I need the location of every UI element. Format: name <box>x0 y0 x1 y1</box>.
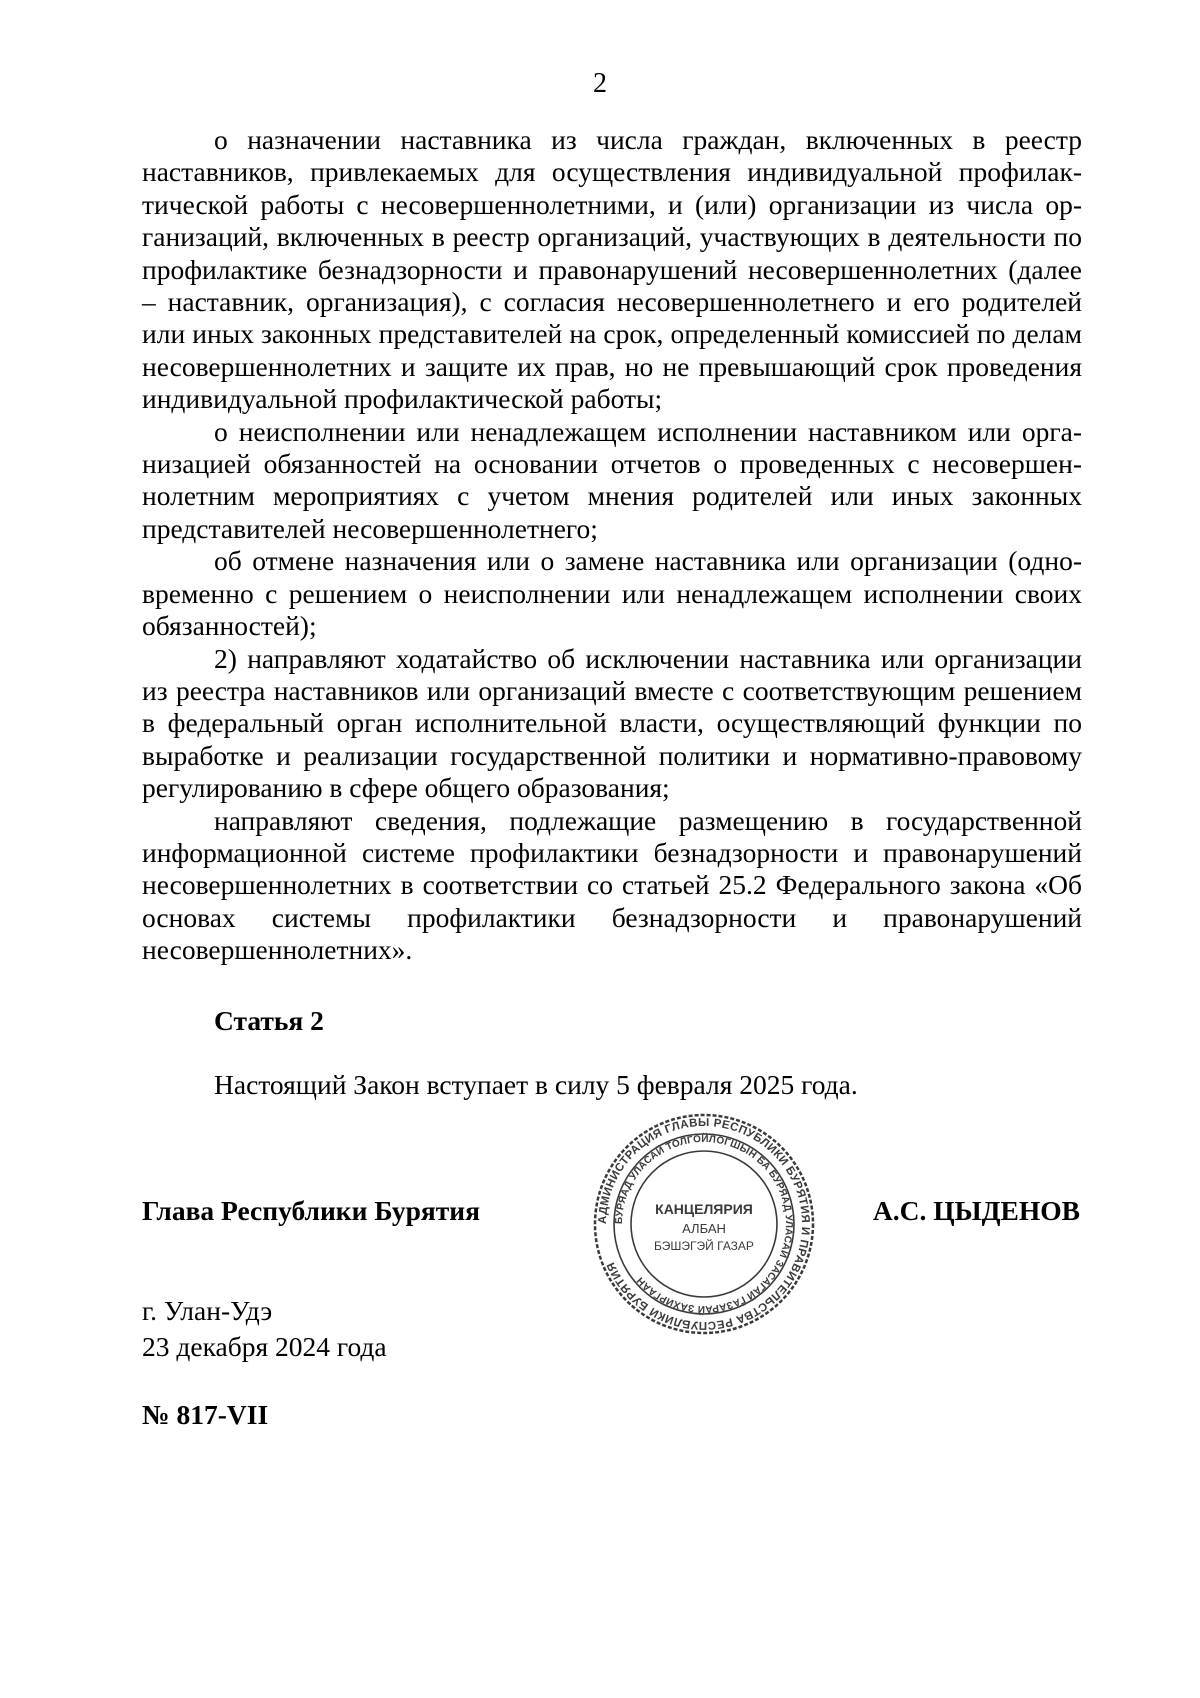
signing-place: г. Улан-Удэ <box>142 1295 273 1326</box>
paragraph-nonfulfillment: о неисполнении или ненадлежащем исполнении наставником или организацией обязанностей на основании отчетов о проведенных с несовершеннолетним мероприятиях с учетом мнения родителей или иных законных представителей несовершеннолетнего; <box>142 415 1082 544</box>
article-2-text: Настоящий Закон вступает в силу 5 февраля 2025 года. <box>214 1069 858 1100</box>
stamp-center-line-1: КАНЦЕЛЯРИЯ <box>655 1201 753 1217</box>
paragraph-appointment: о назначении наставника из числа граждан, включенных в реестр наставников, привлекаемых для осуществления индивидуальной профилактической работы с несовершеннолетними, и (или) организации из числа организаций, включенных в реестр организаций, участвующих в деятельности по профилактике безнадзорности и правонарушений несовершеннолетних (далее – наставник, организация), с согласия несовершеннолетнего и его родителей или иных законных представителей на срок, определенный комиссией по делам несовершеннолетних и защите их прав, но не превышающий срок проведения индивидуальной профилактической работы; <box>142 124 1082 415</box>
official-stamp <box>592 1112 816 1336</box>
stamp-center-line-2: АЛБАН <box>682 1221 726 1236</box>
stamp-outer-text-path: АДМИНИСТРАЦИЯ ГЛАВЫ РЕСПУБЛИКИ БУРЯТИЯ И ПРАВИТЕЛЬСТВА РЕСПУБЛИКИ БУРЯТИЯ <box>596 1116 812 1332</box>
signer-name: А.С. ЦЫДЕНОВ <box>872 1195 1080 1226</box>
article-2-heading: Статья 2 <box>214 1005 324 1036</box>
paragraph-information: направляют сведения, подлежащие размещению в государственной информационной системе профилактики безнадзорности и правонарушений несовершеннолетних в соответствии со статьей 25.2 Федерального закона «Об основах системы профилактики безнадзорности и правонарушений несовершеннолетних». <box>142 804 1082 966</box>
paragraph-petition: 2) направляют ходатайство об исключении наставника или организации из реестра наставников или организаций вместе с соответствующим решением в федеральный орган исполнительной власти, осуществляющий функции по выработке и реализации государственной политики и нормативно-правовому регулированию в сфере общего образования; <box>142 642 1082 804</box>
stamp-inner-text-path: БУРЯАД УЛАСАЙ ТОЛГОЙЛОГШЫН БА БУРЯАД УЛАСАЙ ЗАСАГАЙ ГАЗАРАЙ ЗАХИРГААН <box>613 1133 795 1315</box>
signer-title: Глава Республики Бурятия <box>142 1195 481 1226</box>
article-1-continuation <box>142 124 1082 967</box>
stamp-center-line-3: БЭШЭГЭЙ ГАЗАР <box>654 1239 754 1253</box>
law-number: № 817-VII <box>142 1399 269 1430</box>
page-number: 2 <box>593 68 607 99</box>
signing-date: 23 декабря 2024 года <box>142 1331 387 1362</box>
paragraph-cancellation: об отмене назначения или о замене наставника или организации (одновременно с решением о неисполнении или ненадлежащем исполнении своих обязанностей); <box>142 545 1082 642</box>
